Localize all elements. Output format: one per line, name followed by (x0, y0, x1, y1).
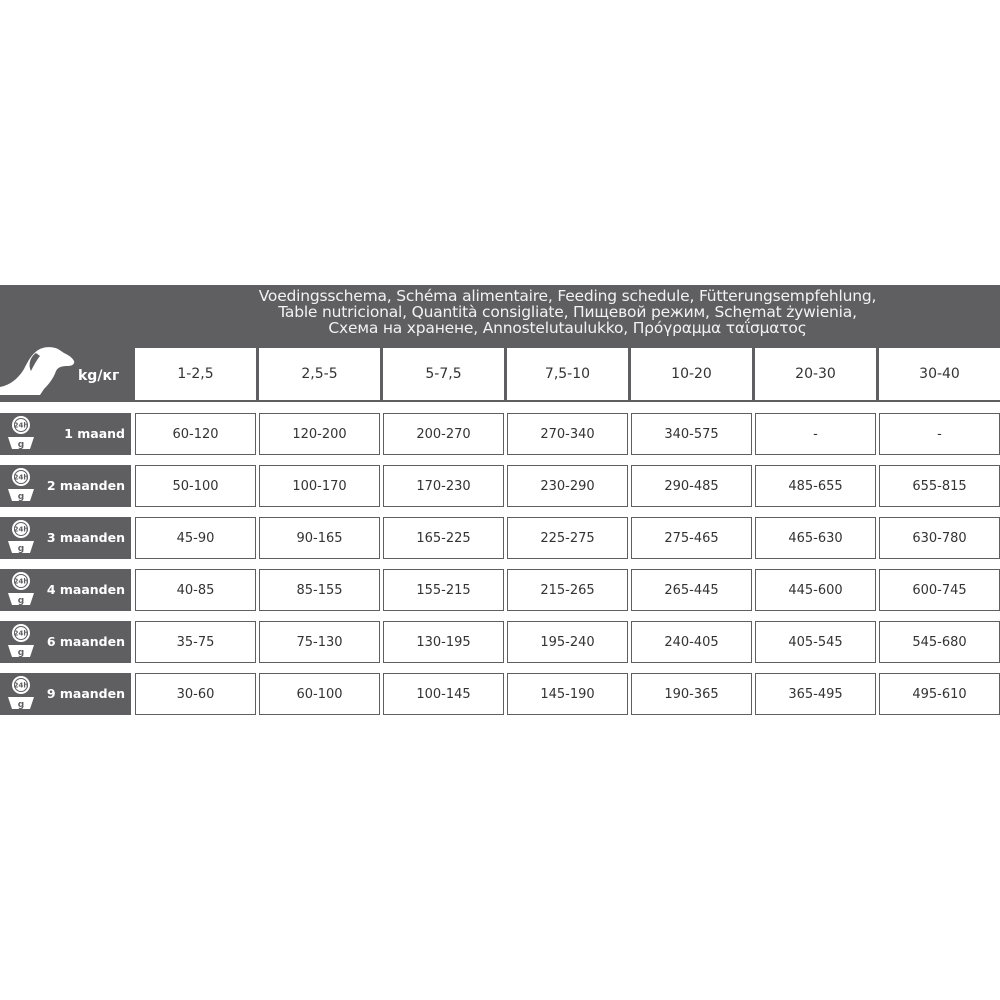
food-bowl-icon (6, 415, 36, 453)
title-line: Voedingsschema, Schéma alimentaire, Feeding schedule, Fütterungsempfehlung, (258, 287, 877, 305)
row-label-text: 1 maand (64, 426, 125, 441)
column-header: 20-30 (755, 348, 876, 400)
column-header: 7,5-10 (507, 348, 628, 400)
table-cell: 120-200 (259, 413, 380, 455)
table-cell: 35-75 (135, 621, 256, 663)
table-cell: 145-190 (507, 673, 628, 715)
title-line: Table nutricional, Quantità consigliate, Пищевой режим, Schemat żywienia, (278, 303, 857, 321)
food-bowl-icon (6, 519, 36, 557)
table-cell: 100-145 (383, 673, 504, 715)
table-cell: 465-630 (755, 517, 876, 559)
bowl-icon-time: 24h (13, 473, 29, 482)
food-bowl-icon (6, 571, 36, 609)
bowl-icon-time: 24h (13, 525, 29, 534)
table-cell: 265-445 (631, 569, 752, 611)
bowl-icon-time: 24h (13, 681, 29, 690)
row-label (0, 569, 131, 611)
table-cell: 40-85 (135, 569, 256, 611)
table-cell: 45-90 (135, 517, 256, 559)
row-label (0, 673, 131, 715)
table-title (135, 288, 1000, 336)
table-cell: 50-100 (135, 465, 256, 507)
column-header: 5-7,5 (383, 348, 504, 400)
table-cell: - (755, 413, 876, 455)
bowl-icon-unit: g (17, 700, 25, 710)
table-cell: 155-215 (383, 569, 504, 611)
table-cell: 600-745 (879, 569, 1000, 611)
row-label-text: 6 maanden (46, 634, 125, 649)
food-bowl-icon (6, 467, 36, 505)
row-label-text: 9 maanden (46, 686, 125, 701)
table-cell: 90-165 (259, 517, 380, 559)
table-cell: 630-780 (879, 517, 1000, 559)
table-cell: 225-275 (507, 517, 628, 559)
table-cell: 60-100 (259, 673, 380, 715)
bowl-icon-unit: g (17, 648, 25, 658)
bowl-icon-unit: g (17, 440, 25, 450)
bowl-icon-unit: g (17, 544, 25, 554)
weight-unit-label: kg/кг (78, 368, 120, 384)
column-header: 2,5-5 (259, 348, 380, 400)
row-label-text: 4 maanden (46, 582, 125, 597)
table-cell: 170-230 (383, 465, 504, 507)
column-header: 10-20 (631, 348, 752, 400)
table-cell: 230-290 (507, 465, 628, 507)
table-cell: 85-155 (259, 569, 380, 611)
table-cell: 270-340 (507, 413, 628, 455)
row-label (0, 413, 131, 455)
table-cell: 75-130 (259, 621, 380, 663)
table-cell: 200-270 (383, 413, 504, 455)
title-line: Схема на хранене, Annostelutaulukko, Πρόγραμμα ταΐσματος (328, 319, 807, 337)
table-cell: 165-225 (383, 517, 504, 559)
table-cell: 275-465 (631, 517, 752, 559)
table-cell: 340-575 (631, 413, 752, 455)
bowl-icon-time: 24h (13, 421, 29, 430)
row-label (0, 465, 131, 507)
table-cell: 190-365 (631, 673, 752, 715)
row-label-text: 3 maanden (46, 530, 125, 545)
column-header: 30-40 (879, 348, 1000, 400)
table-cell: 100-170 (259, 465, 380, 507)
feeding-table (0, 285, 1000, 720)
table-cell: 445-600 (755, 569, 876, 611)
table-cell: 215-265 (507, 569, 628, 611)
dog-head-icon (0, 339, 80, 395)
bowl-icon-unit: g (17, 596, 25, 606)
bowl-icon-unit: g (17, 492, 25, 502)
table-cell: 60-120 (135, 413, 256, 455)
table-cell: - (879, 413, 1000, 455)
bowl-icon-time: 24h (13, 577, 29, 586)
food-bowl-icon (6, 675, 36, 713)
bowl-icon-time: 24h (13, 629, 29, 638)
table-cell: 365-495 (755, 673, 876, 715)
table-cell: 30-60 (135, 673, 256, 715)
row-label (0, 517, 131, 559)
table-cell: 545-680 (879, 621, 1000, 663)
table-cell: 405-545 (755, 621, 876, 663)
table-cell: 130-195 (383, 621, 504, 663)
column-header: 1-2,5 (135, 348, 256, 400)
table-cell: 495-610 (879, 673, 1000, 715)
table-header (0, 285, 1000, 402)
table-cell: 240-405 (631, 621, 752, 663)
table-cell: 195-240 (507, 621, 628, 663)
table-cell: 655-815 (879, 465, 1000, 507)
table-cell: 290-485 (631, 465, 752, 507)
food-bowl-icon (6, 623, 36, 661)
table-cell: 485-655 (755, 465, 876, 507)
row-label-text: 2 maanden (46, 478, 125, 493)
row-label (0, 621, 131, 663)
